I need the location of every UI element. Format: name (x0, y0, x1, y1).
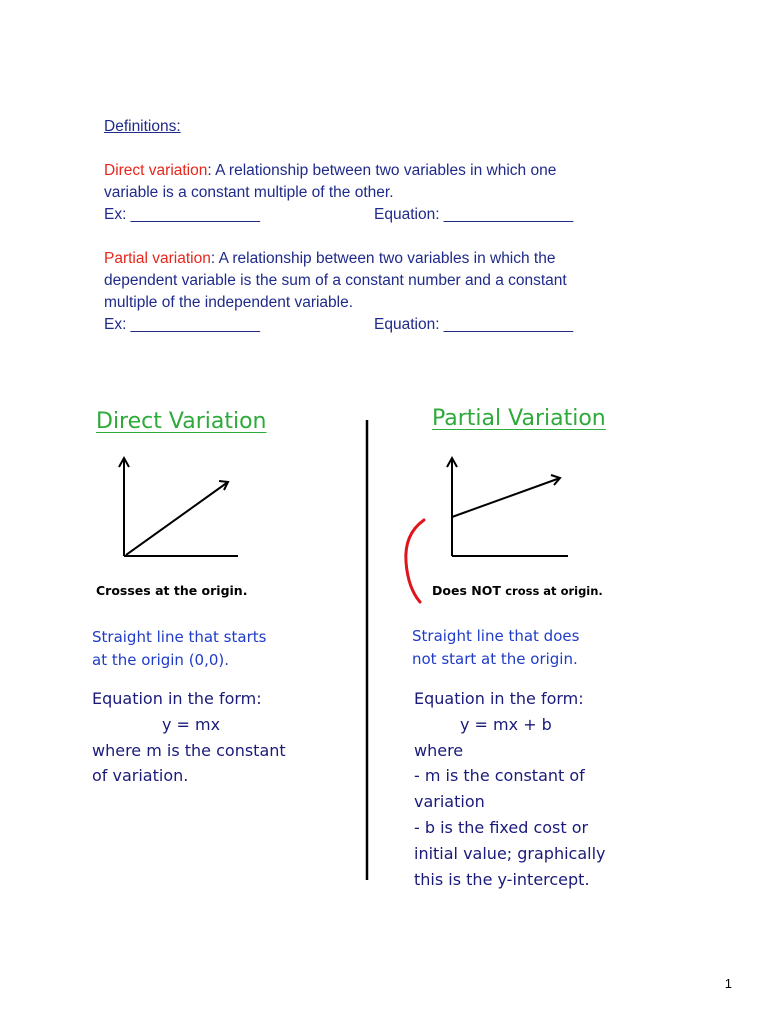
partial-example-row (104, 314, 664, 336)
partial-definition-text1: : A relationship between two variables in which the (210, 250, 556, 267)
partial-variation-graph (440, 454, 572, 562)
page-number: 1 (724, 976, 732, 991)
partial-eq-line1: Equation in the form: (414, 689, 584, 708)
partial-eq-line6: - b is the fixed cost or (414, 817, 589, 837)
direct-example-row (104, 204, 664, 226)
direct-line (126, 482, 228, 555)
partial-eq-line7: initial value; graphically (414, 843, 606, 863)
direct-example-blank: Ex: _______________ (104, 206, 261, 223)
partial-variation-heading: Partial Variation (432, 406, 606, 431)
definitions-section (104, 116, 664, 336)
direct-definition-text1: : A relationship between two variables in which one (207, 162, 557, 179)
partial-eq-line8: this is the y-intercept. (414, 869, 590, 889)
partial-line (452, 478, 560, 517)
partial-definition-line1 (104, 248, 664, 270)
partial-description (412, 625, 579, 671)
direct-definition-line2: variable is a constant multiple of the other. (104, 184, 394, 201)
direct-eq-formula: y = mx (162, 714, 221, 734)
partial-eq-formula: y = mx + b (460, 714, 552, 734)
partial-eq-line4: - m is the constant of (414, 766, 585, 786)
definitions-title: Definitions: (104, 118, 181, 135)
partial-desc-line2: not start at the origin. (412, 650, 578, 668)
partial-desc-line1: Straight line that does (412, 627, 580, 645)
partial-caption (432, 583, 603, 598)
direct-variation-graph (112, 454, 242, 562)
red-bracket-mark (398, 516, 428, 606)
direct-desc-line2: at the origin (0,0). (92, 651, 230, 669)
direct-eq-line3: where m is the constant (92, 740, 286, 760)
partial-caption-part2: cross at origin. (505, 584, 603, 598)
direct-equation-blank: Equation: _______________ (374, 206, 574, 223)
partial-definition-line3: multiple of the independent variable. (104, 294, 354, 311)
partial-definition-line2: dependent variable is the sum of a constant number and a constant (104, 272, 567, 289)
partial-equation-block (414, 686, 606, 892)
partial-example-blank: Ex: _______________ (104, 316, 261, 333)
direct-variation-term: Direct variation (104, 162, 208, 179)
partial-caption-part1: Does NOT (432, 583, 501, 598)
partial-eq-line5: variation (414, 792, 485, 812)
direct-equation-block (92, 686, 286, 789)
column-divider (362, 418, 372, 882)
partial-variation-term: Partial variation (104, 250, 211, 267)
partial-equation-blank: Equation: _______________ (374, 316, 574, 333)
direct-description (92, 626, 266, 672)
partial-eq-line3: where (414, 740, 464, 760)
direct-eq-line4: of variation. (92, 766, 189, 786)
direct-desc-line1: Straight line that starts (92, 628, 267, 646)
direct-definition-line1 (104, 160, 664, 182)
direct-eq-line1: Equation in the form: (92, 689, 262, 708)
direct-variation-heading: Direct Variation (96, 409, 267, 434)
direct-caption: Crosses at the origin. (96, 583, 248, 598)
